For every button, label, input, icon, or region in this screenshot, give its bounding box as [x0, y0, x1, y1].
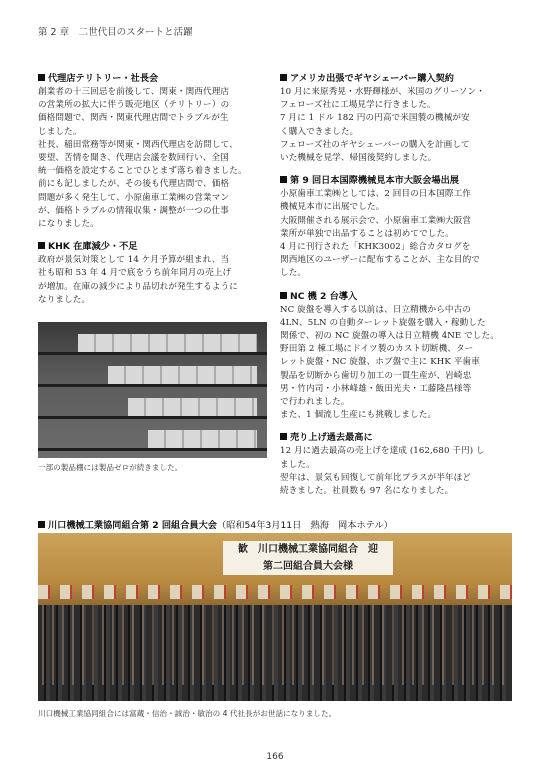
lantern-row	[38, 585, 512, 599]
section-body: 10 月に来原秀晃・水野輝様が、米国のグリーソン・ フェローズ社に工場見学に行きました。 7 月に 1 ドル 182 円の円高で米国製の機械が安 く購入できました。 フェローズ社のギヤシェーバーの購入を計画して いた機械を見学、帰国後契約しました。	[280, 87, 485, 164]
page-number: 166	[266, 752, 284, 762]
section-heading: 代理店テリトリー・社長会	[38, 72, 270, 85]
group-photo-heading: 川口機械工業協同組合第 2 回組合員大会（昭和54年3月11日 熱海 岡本ホテル）	[38, 517, 393, 531]
section-heading: NC 機 2 台導入	[280, 290, 512, 303]
section-body: 創業者の十三回忌を前後して、関東・関西代理店 の営業所の拡大に伴う販売地区（テリトリー）の 価格問題で、関西・関東代理店間でトラブルが生 じました。 社長、稲田常務等が関東・関西代理店を訪問して、 要望、苦情を聞き、代理店会議を数回行い、全国 統一価格を設定することでひとまず落ち着きました。 前にも記しましたが、その後も代理店間で、価格 問題が多く発生して、小原歯車工業㈱の営業マン が、価格トラブルの情報収集・調整が一つの仕事 になりました。	[38, 87, 247, 230]
section-heading: 第 9 回日本国際機械見本市大阪会場出展	[280, 174, 512, 187]
right-column	[280, 72, 512, 507]
group-photo-detail: （昭和54年3月11日 熱海 岡本ホテル）	[216, 520, 393, 531]
section-inventory	[38, 240, 270, 307]
square-bullet-icon	[280, 74, 287, 81]
photo-caption: 川口機械工業協同組合には富蔵・信治・誠治・敏治の 4 代社長がお世話になりました。	[38, 709, 337, 718]
warehouse-shelf-photo	[38, 322, 267, 458]
square-bullet-icon	[280, 292, 287, 299]
square-bullet-icon	[38, 521, 45, 528]
section-heading: アメリカ出張でギヤシェーバー購入契約	[280, 72, 512, 85]
section-heading: KHK 在庫減少・不足	[38, 240, 270, 253]
group-photo	[38, 533, 512, 701]
section-body: 小原歯車工業㈱としては、2 回目の日本国際工作 機械見本市に出展でした。 大阪開催される展示会で、小原歯車工業㈱大阪営 業所が単独で出品することは初めてでした。 4 月に刊行された「KHK3002」総合カタログを 関西地区のユーザーに配布することが、主な目的で した。	[280, 189, 480, 279]
section-body: 政府が景気対策として 14 ケ月予算が組まれ、当 社も昭和 53 年 4 月で底をうち前年同月の売上げ が増加。在庫の減少により品切れが発生するように なりました。	[38, 255, 238, 305]
photo-caption: 一部の製品棚には製品ゼロが続きました。	[38, 463, 183, 472]
section-trade-fair	[280, 174, 512, 280]
chapter-header: 第 2 章 二世代目のスタートと活躍	[38, 27, 193, 38]
section-body: NC 旋盤を導入する以前は、日立精機から中古の 4LN、5LN の自動ターレット旋盤を購入・稼動した 関係で、初の NC 旋盤の導入は日立精機 4NE でした。 野田第 2 棟工場にドイツ製のカスト切断機、ター レット旋盤・NC 旋盤、ホブ盤で主に KHK 平歯車 製品を切断から歯切り加工の一貫生産が、岩崎忠 男・竹内司・小林峰雄・飯田光夫・工藤隆昌様等 で行われました。 また、1 個流し生産にも挑戦しました。	[280, 304, 499, 421]
section-territory	[38, 72, 270, 231]
welcome-sign: 歓 川口機械工業協同組合 迎 第二回組合員大会様	[223, 541, 393, 575]
square-bullet-icon	[38, 242, 45, 249]
square-bullet-icon	[38, 74, 45, 81]
left-column	[38, 72, 270, 316]
section-record-sales	[280, 431, 512, 498]
square-bullet-icon	[280, 433, 287, 440]
section-america	[280, 72, 512, 165]
section-nc-machines	[280, 290, 512, 423]
square-bullet-icon	[280, 176, 287, 183]
section-heading: 売り上げ過去最高に	[280, 431, 512, 444]
section-body: 12 月に過去最高の売上げを達成 (162,680 千円) し ました。 翌年は、景気も回復して前年比プラスが半年ほど 続きました。社員数も 97 名になりました。	[280, 446, 485, 497]
